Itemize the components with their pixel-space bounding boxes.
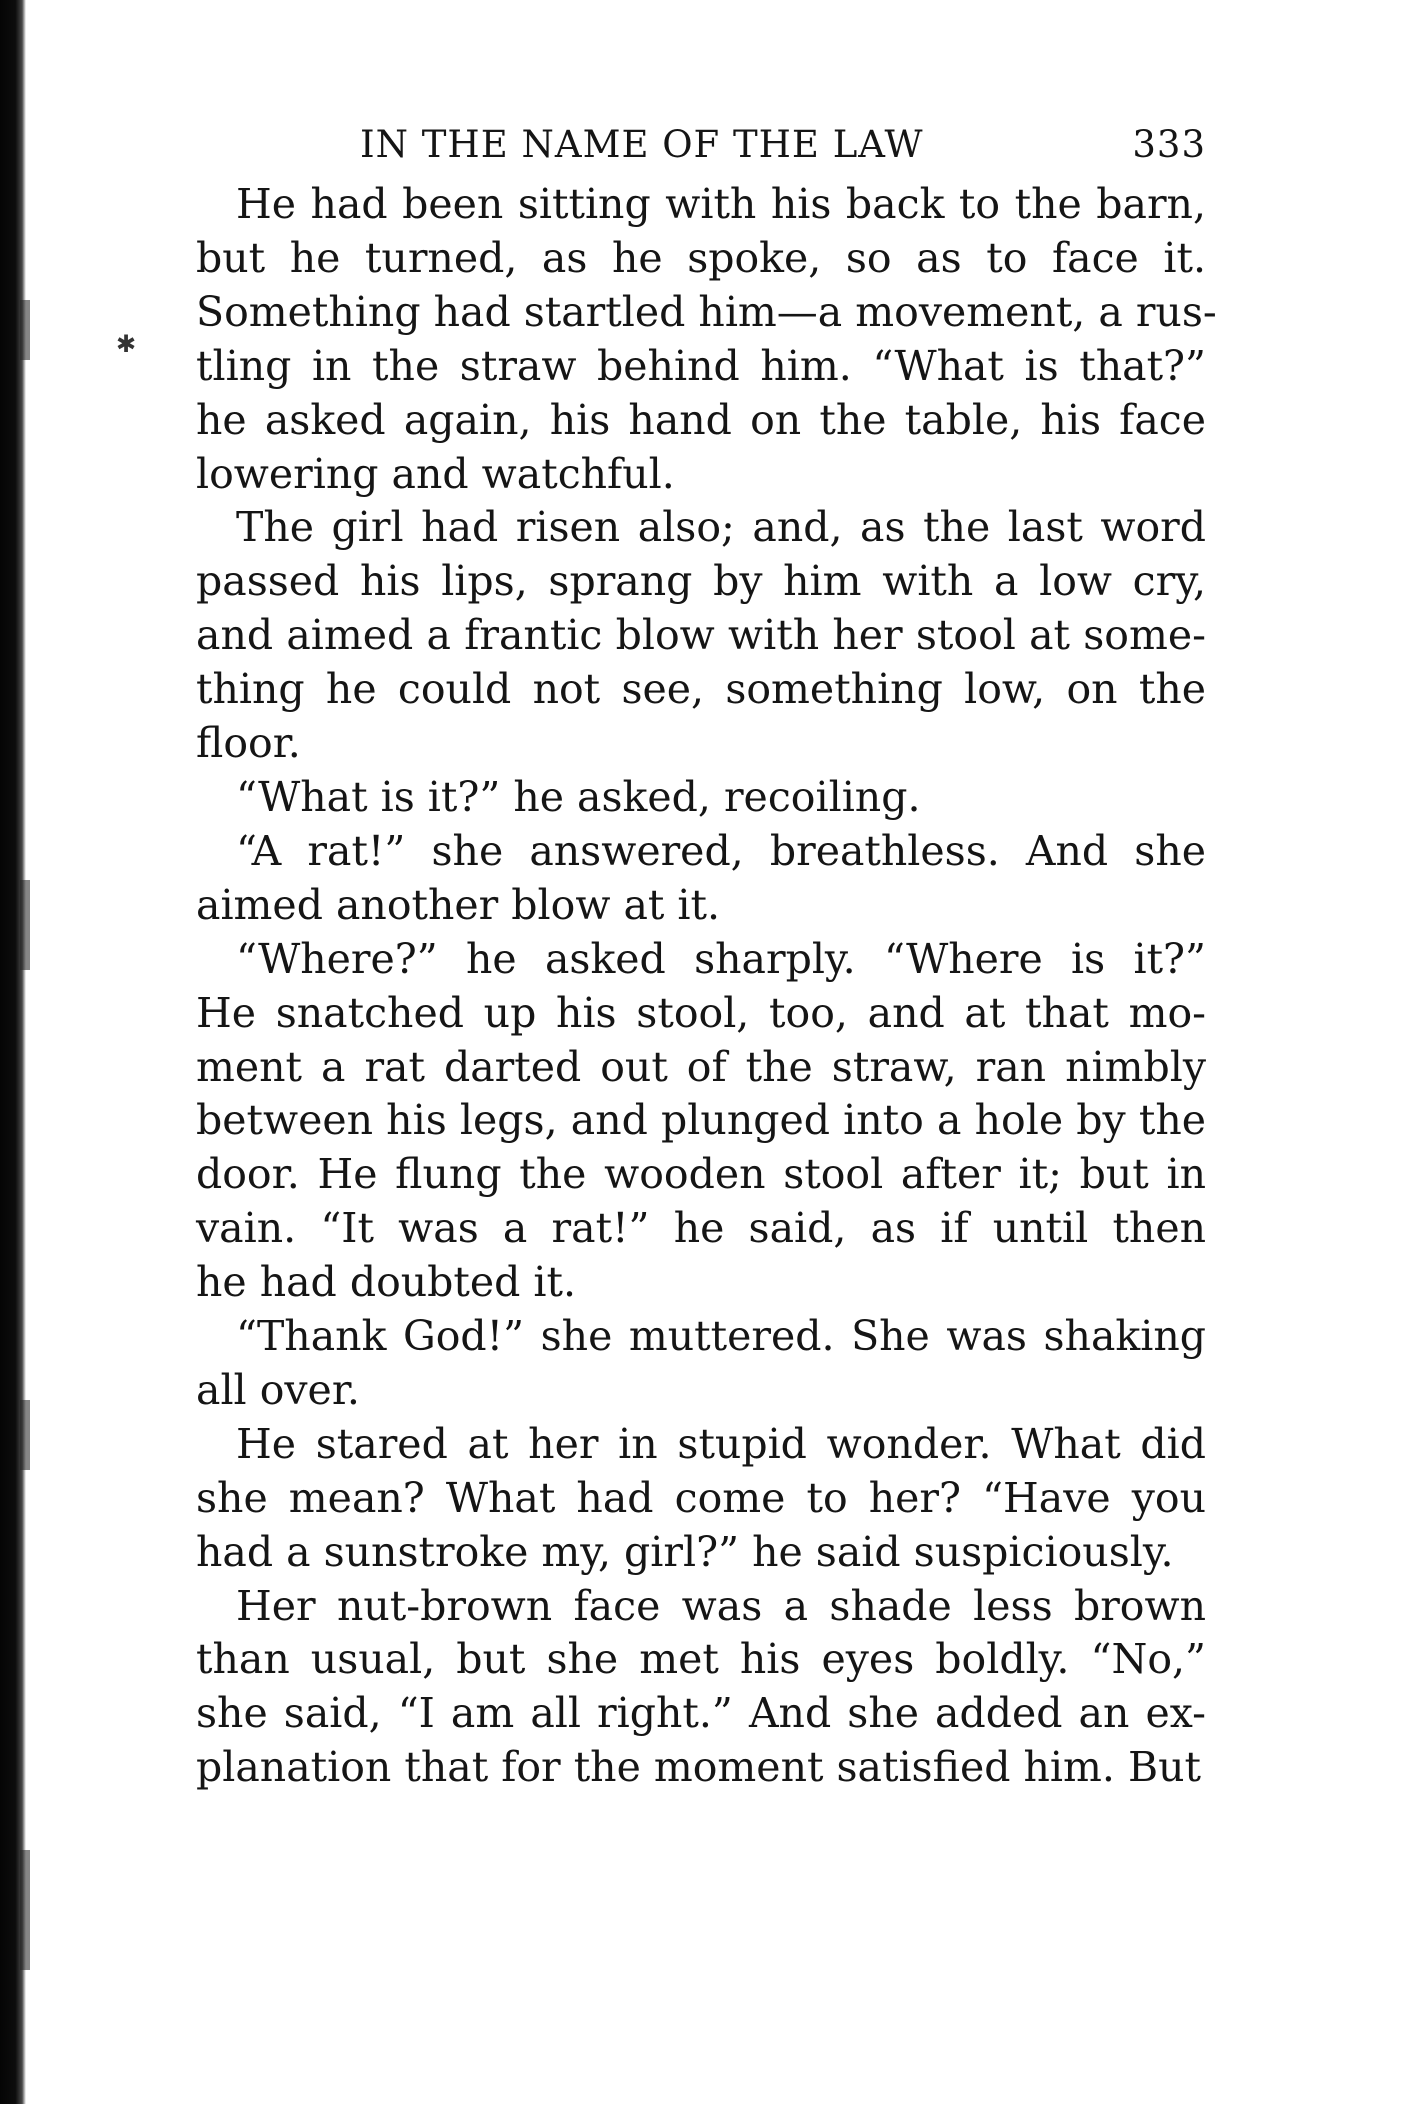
spine-fleck xyxy=(20,1850,30,1970)
text-line: thing he could not see, something low, on the xyxy=(196,665,1206,714)
spine-fleck xyxy=(20,300,30,360)
paragraph xyxy=(196,933,1206,1310)
body-text xyxy=(196,178,1217,1795)
text-line: she said, “I am all right.” And she added an ex- xyxy=(196,1689,1206,1738)
text-line: “Thank God!” she muttered. She was shaking xyxy=(236,1312,1206,1361)
text-line: he had doubted it. xyxy=(196,1258,577,1307)
text-line: had a sunstroke my, girl?” he said suspiciously. xyxy=(196,1527,1174,1576)
book-page xyxy=(196,112,1217,1795)
text-line: floor. xyxy=(196,719,301,768)
text-line: “What is it?” he asked, recoiling. xyxy=(236,772,921,821)
spine-fleck xyxy=(20,880,30,970)
paragraph xyxy=(196,501,1206,771)
text-line: but he turned, as he spoke, so as to face it. xyxy=(196,233,1206,282)
text-line: passed his lips, sprang by him with a low cry, xyxy=(196,557,1206,606)
text-line: “Where?” he asked sharply. “Where is it?” xyxy=(236,934,1206,983)
text-line: Her nut-brown face was a shade less brown xyxy=(236,1581,1206,1630)
spine-fleck xyxy=(20,1400,30,1470)
running-head xyxy=(196,112,1206,178)
text-line: he asked again, his hand on the table, his face xyxy=(196,395,1206,444)
text-line: The girl had risen also; and, as the last word xyxy=(236,503,1206,552)
paragraph xyxy=(196,825,1206,933)
text-line: aimed another blow at it. xyxy=(196,880,721,929)
text-line: ment a rat darted out of the straw, ran nimbly xyxy=(196,1042,1206,1091)
text-line: door. He flung the wooden stool after it; but in xyxy=(196,1150,1206,1199)
text-line: she mean? What had come to her? “Have you xyxy=(196,1473,1206,1522)
text-line: He had been sitting with his back to the barn, xyxy=(236,180,1206,228)
page-number: 333 xyxy=(1132,123,1206,166)
text-line: Something had startled him—a movement, a rus- xyxy=(196,287,1217,336)
text-line: “A rat!” she answered, breathless. And she xyxy=(236,826,1206,875)
paragraph xyxy=(196,1310,1206,1418)
text-line: and aimed a frantic blow with her stool at some- xyxy=(196,611,1206,660)
text-line: lowering and watchful. xyxy=(196,449,675,498)
paragraph xyxy=(196,771,1206,825)
text-line: all over. xyxy=(196,1365,360,1414)
paragraph xyxy=(196,1418,1206,1580)
running-head-title: IN THE NAME OF THE LAW xyxy=(360,123,924,166)
paragraph xyxy=(196,1580,1206,1796)
text-line: He snatched up his stool, too, and at that mo- xyxy=(196,988,1206,1037)
text-line: than usual, but she met his eyes boldly. “No,” xyxy=(196,1635,1206,1684)
text-line: planation that for the moment satisfied him. But xyxy=(196,1743,1201,1792)
text-line: between his legs, and plunged into a hole by the xyxy=(196,1096,1206,1145)
paragraph xyxy=(196,178,1217,501)
text-line: tling in the straw behind him. “What is that?” xyxy=(196,341,1206,390)
text-line: He stared at her in stupid wonder. What did xyxy=(236,1419,1206,1468)
text-line: vain. “It was a rat!” he said, as if until then xyxy=(196,1204,1206,1253)
ink-speck-mark: ✱ xyxy=(116,330,137,358)
